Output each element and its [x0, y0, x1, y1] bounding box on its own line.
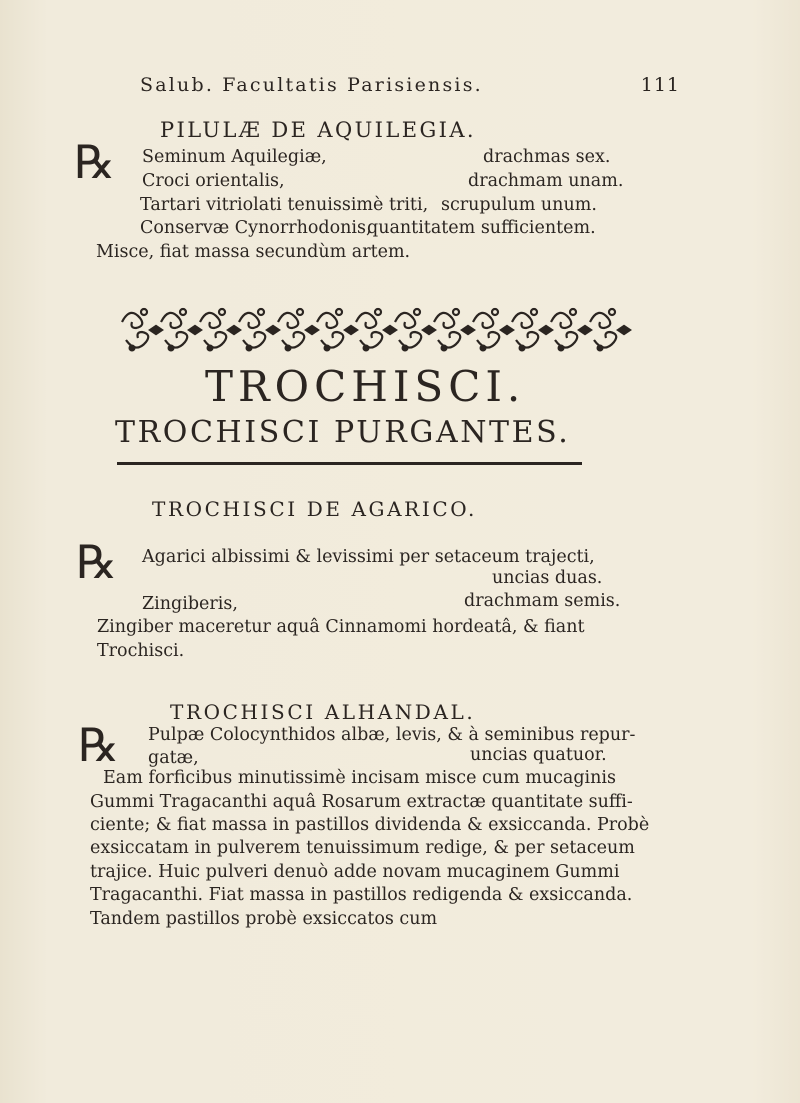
- ornament-band: [112, 300, 632, 360]
- paragraph-line: ciente; & fiat massa in pastillos dividenda & exsiccanda. Probè: [90, 815, 650, 835]
- paragraph-line: trajice. Huic pulveri denuò adde novam mucaginem Gummi: [90, 862, 620, 882]
- ingredient-quantity: uncias quatuor.: [470, 745, 607, 765]
- ingredient-quantity: drachmam semis.: [464, 591, 621, 611]
- chapter-title: TROCHISCI.: [205, 362, 526, 411]
- section-heading-agarico: TROCHISCI DE AGARICO.: [152, 497, 478, 521]
- ingredient-name: Croci orientalis,: [142, 171, 285, 191]
- recipe-symbol: ℞: [78, 720, 120, 771]
- ingredient-name: Seminum Aquilegiæ,: [142, 147, 327, 167]
- paragraph-line: Tandem pastillos probè exsiccatos cum: [90, 909, 438, 929]
- ingredient-quantity: drachmam unam.: [468, 171, 624, 191]
- ingredient-name: Zingiberis,: [142, 594, 238, 614]
- section-heading-alhandal: TROCHISCI ALHANDAL.: [170, 700, 476, 724]
- paragraph-line: Tragacanthi. Fiat massa in pastillos redigenda & exsiccanda.: [90, 885, 633, 905]
- ingredient-name: Tartari vitriolati tenuissimè triti,: [140, 195, 429, 215]
- page-number: 111: [640, 74, 680, 96]
- ingredient-name: gatæ,: [148, 748, 199, 768]
- instruction-line: Trochisci.: [97, 641, 185, 661]
- section-heading-pilulae: PILULÆ DE AQUILEGIA.: [160, 118, 476, 142]
- paragraph-line: exsiccatam in pulverem tenuissimum redige, & per setaceum: [90, 838, 635, 858]
- chapter-subtitle: TROCHISCI PURGANTES.: [115, 415, 571, 450]
- instruction-line: Misce, fiat massa secundùm artem.: [96, 242, 411, 262]
- ingredient-name: Agarici albissimi & levissimi per setaceum trajecti,: [142, 547, 595, 567]
- instruction-line: Zingiber maceretur aquâ Cinnamomi hordeatâ, & fiant: [97, 617, 585, 637]
- paragraph-line: Gummi Tragacanthi aquâ Rosarum extractæ quantitate suffi-: [90, 792, 633, 812]
- divider-rule: [117, 462, 582, 465]
- recipe-symbol: ℞: [74, 137, 116, 188]
- paragraph-line: Eam forficibus minutissimè incisam misce cum mucaginis: [103, 768, 616, 788]
- ingredient-quantity: scrupulum unum.: [441, 195, 597, 215]
- ingredient-name: Conservæ Cynorrhodonis,: [140, 218, 372, 238]
- ingredient-name: Pulpæ Colocynthidos albæ, levis, & à seminibus repur-: [148, 725, 636, 745]
- running-header: [140, 74, 680, 96]
- recipe-symbol: ℞: [76, 537, 118, 588]
- running-title: Salub. Facultatis Parisiensis.: [140, 74, 483, 96]
- ingredient-quantity: quantitatem sufficientem.: [367, 218, 596, 238]
- ingredient-quantity: uncias duas.: [492, 568, 603, 588]
- ingredient-quantity: drachmas sex.: [483, 147, 611, 167]
